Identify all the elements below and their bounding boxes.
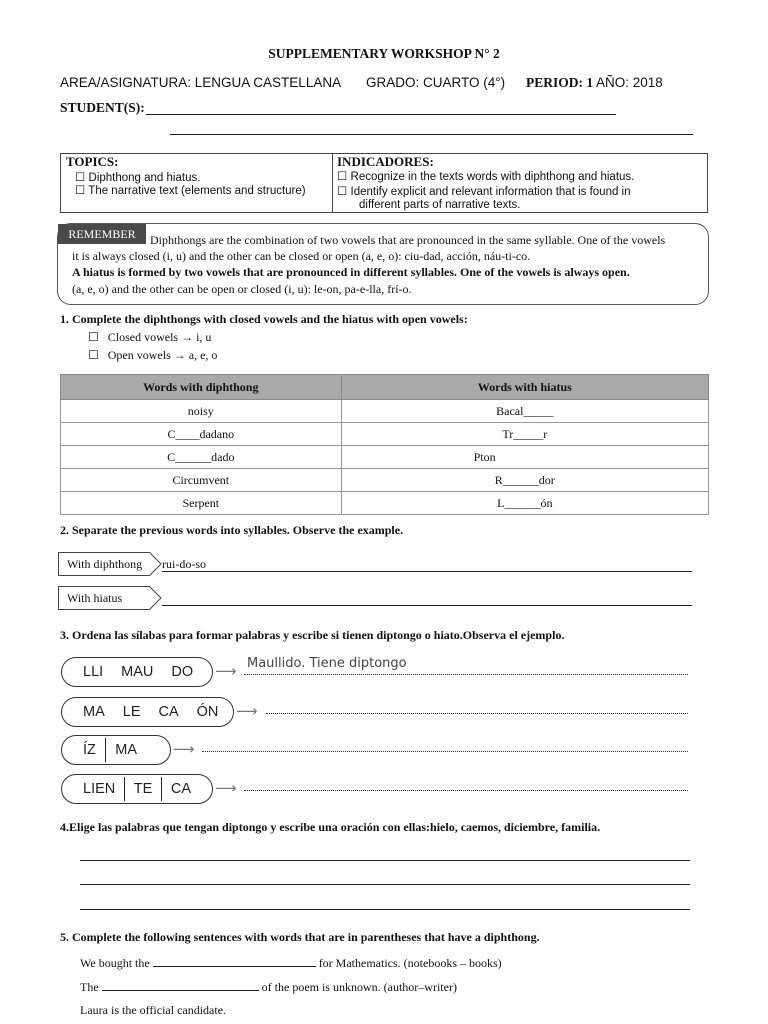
remember-line-3: A hiatus is formed by two vowels that are pronounced in different syllables. One of the vowels is always open. (72, 265, 630, 279)
syllable-pill (61, 697, 234, 727)
column-divider (332, 154, 333, 212)
topic-item: ☐ The narrative text (elements and structure) (75, 185, 306, 197)
question-3: 3. Ordena las sílabas para formar palabras y escribe si tienen diptongo o hiato.Observa el ejemplo. (60, 628, 565, 642)
bullet-closed-vowels: ☐ Closed vowels → i, u (88, 330, 212, 344)
grado-label: GRADO: CUARTO (4°) (366, 75, 506, 90)
with-diphthong-tag: With diphthong (58, 552, 150, 576)
syllable: DO (171, 664, 194, 680)
indicador-item: ☐ Recognize in the texts words with diphthong and hiatus. (337, 171, 635, 183)
indicador-item: ☐ Identify explicit and relevant information that is found in (337, 186, 631, 198)
syllable: LE (122, 704, 141, 720)
student-label: STUDENT(S): (60, 100, 145, 115)
syllable: LLI (83, 664, 104, 680)
table-header: Words with hiatus (341, 375, 708, 400)
table-row (61, 469, 709, 492)
sentence-2: The of the poem is unknown. (author–writer) (80, 980, 457, 994)
indicador-item-cont: different parts of narrative texts. (359, 199, 521, 211)
with-hiatus-tag: With hiatus (58, 586, 150, 610)
checkbox-icon: ☐ (88, 330, 108, 344)
question-1: 1. Complete the diphthongs with closed vowels and the hiatus with open vowels: (60, 312, 468, 326)
blank-line[interactable] (102, 979, 259, 991)
question-5: 5. Complete the following sentences with words that are in parentheses that have a diphthong. (60, 930, 540, 944)
table-cell[interactable]: noisy (61, 400, 342, 423)
checkbox-icon: ☐ (88, 348, 108, 362)
table-cell[interactable]: Serpent (61, 492, 342, 515)
checkbox-icon: ☐ (75, 172, 89, 184)
checkbox-icon: ☐ (337, 186, 351, 198)
answer-line[interactable] (202, 751, 688, 752)
syllable: LIEN (83, 781, 116, 797)
diphthong-answer-line[interactable] (162, 571, 692, 572)
answer-line[interactable] (244, 790, 688, 791)
syllable: MA (83, 704, 105, 720)
table-header-row (61, 375, 709, 400)
answer-line[interactable] (266, 713, 688, 714)
remember-tag: REMEMBER (58, 224, 146, 244)
blank-line[interactable] (153, 955, 316, 967)
remember-line-1: Diphthongs are the combination of two vowels that are pronounced in the same syllable. One of the vowels (150, 233, 666, 247)
table-cell[interactable]: C______dado (61, 446, 342, 469)
syllable: ÓN (196, 704, 219, 720)
table-row (61, 423, 709, 446)
arrow-right-icon: ⟶ (236, 702, 258, 720)
hiatus-answer-line[interactable] (162, 605, 692, 606)
syllable: CA (170, 781, 191, 797)
table-cell[interactable]: Pton (341, 446, 708, 469)
table-header: Words with diphthong (61, 375, 342, 400)
page-title: SUPPLEMENTARY WORKSHOP N° 2 (268, 46, 500, 61)
student-line-2[interactable] (170, 134, 693, 135)
table-cell[interactable]: R______dor (341, 469, 708, 492)
writing-line[interactable] (80, 884, 690, 885)
syllable-pill (61, 735, 171, 765)
period-label: PERIOD: 1 (526, 75, 594, 90)
table-row (61, 446, 709, 469)
table-cell[interactable]: C____dadano (61, 423, 342, 446)
arrow-right-icon: ⟶ (173, 740, 195, 758)
sentence-1: We bought the for Mathematics. (notebooks – books) (80, 956, 502, 970)
sentence-3: Laura is the official candidate. (80, 1003, 227, 1017)
table-cell[interactable]: Circumvent (61, 469, 342, 492)
syllable: MA (115, 742, 138, 758)
topics-box (60, 153, 708, 213)
tag-arrow-icon (149, 586, 163, 610)
table-cell[interactable]: L______ón (341, 492, 708, 515)
arrow-right-icon: ⟶ (215, 662, 237, 680)
remember-line-4: (a, e, o) and the other can be open or closed (i, u): le-on, pa-e-lla, frí-o. (72, 282, 412, 296)
answer-line[interactable] (244, 674, 688, 675)
diphthong-answer: rui-do-so (162, 557, 206, 571)
arrow-right-icon: ⟶ (215, 779, 237, 797)
question-4: 4.Elige las palabras que tengan diptongo y escribe una oración con ellas:hielo, caemos, diciembre, familia. (60, 820, 601, 834)
area-label: AREA/ASIGNATURA: LENGUA CASTELLANA (60, 75, 342, 90)
example-answer: Maullido. Tiene diptongo (247, 656, 407, 671)
syllable: TE (133, 781, 153, 797)
table-cell[interactable]: Bacal_____ (341, 400, 708, 423)
writing-line[interactable] (80, 909, 690, 910)
table-row (61, 400, 709, 423)
syllable-pill (61, 657, 213, 687)
writing-line[interactable] (80, 860, 690, 861)
year-label: AÑO: 2018 (596, 75, 663, 90)
syllable-pill (61, 774, 213, 804)
words-table (60, 374, 709, 515)
topic-item: ☐ Diphthong and hiatus. (75, 172, 201, 184)
table-row (61, 492, 709, 515)
question-2: 2. Separate the previous words into syllables. Observe the example. (60, 523, 404, 537)
checkbox-icon: ☐ (337, 171, 351, 183)
syllable: ÍZ (83, 742, 96, 758)
tag-arrow-icon (149, 552, 163, 576)
syllable: MAU (121, 664, 154, 680)
checkbox-icon: ☐ (75, 185, 89, 197)
student-line[interactable] (146, 114, 616, 115)
syllable: CA (158, 704, 179, 720)
indicadores-heading: INDICADORES: (337, 154, 434, 169)
bullet-open-vowels: ☐ Open vowels → a, e, o (88, 348, 218, 362)
topics-heading: TOPICS: (66, 154, 119, 169)
table-cell[interactable]: Tr_____r (341, 423, 708, 446)
remember-line-2: it is always closed (i, u) and the other can be closed or open (a, e, o): ciu-dad, acción, náu-ti-co. (72, 249, 531, 263)
